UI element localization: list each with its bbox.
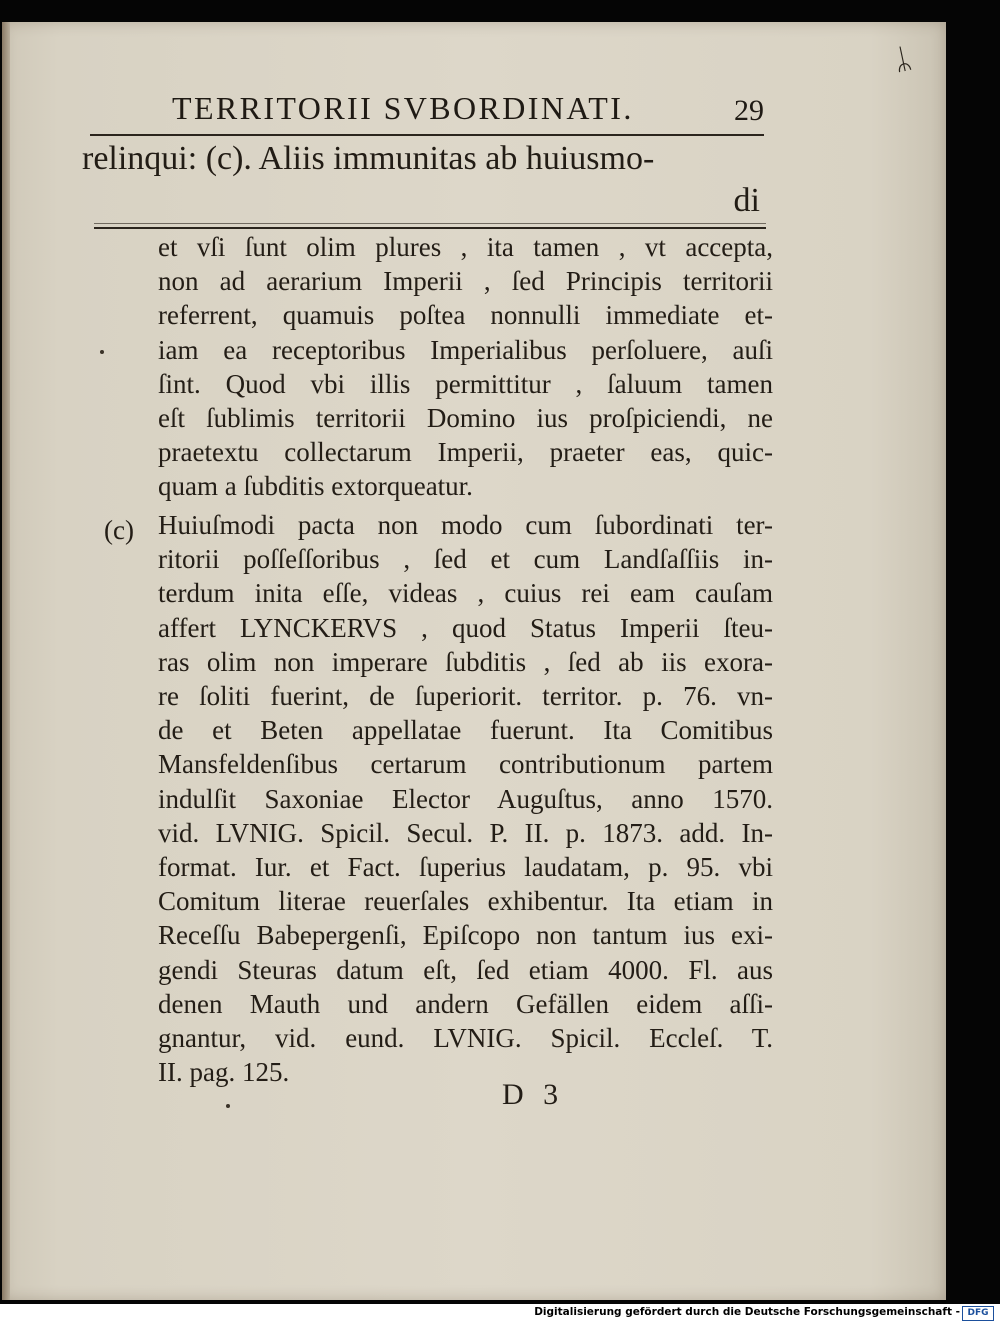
footnote-line: referrent, quamuis poſtea nonnulli immediate et-	[158, 300, 773, 331]
footnote-line: non ad aerarium Imperii , ſed Principis territorii	[158, 266, 773, 297]
footnote-b	[158, 230, 773, 504]
signature-mark: D 3	[502, 1078, 565, 1111]
footnote-line: terdum inita eſſe, videas , cuius rei eam cauſam	[158, 578, 773, 609]
footnote-line: gendi Steuras datum eſt, ſed etiam 4000. Fl. aus	[158, 954, 773, 985]
footnote-separator-rule-thin	[94, 223, 766, 224]
footnote-line: ritorii poſſeſſoribus , ſed et cum Landſaſſiis in-	[158, 544, 773, 575]
footnote-line: et vſi ſunt olim plures , ita tamen , vt accepta,	[158, 232, 773, 262]
footnote-marker: (c)	[104, 515, 134, 545]
footer-bar	[0, 1304, 1000, 1322]
footnote-line: ras olim non imperare ſubditis , ſed ab iis exora-	[158, 646, 773, 677]
footnote-line: praetextu collectarum Imperii, praeter eas, quic-	[158, 437, 773, 468]
main-text-line-1: relinqui: (c). Aliis immunitas ab huiusmo-	[82, 140, 655, 177]
margin-dot	[100, 350, 104, 354]
footnote-line: de et Beten appellatae fuerunt. Ita Comitibus	[158, 715, 773, 746]
footnote-line: eſt ſublimis territorii Domino ius proſpiciendi, ne	[158, 403, 773, 434]
margin-dot	[226, 1104, 230, 1108]
footnote-line: II. pag. 125.	[158, 1057, 290, 1088]
page-edge	[2, 22, 10, 1300]
footnote-line: ſint. Quod vbi illis permittitur , ſaluum tamen	[158, 368, 773, 399]
footnote-line: denen Mauth und andern Gefällen eidem aſſi-	[158, 988, 773, 1019]
footnote-line: Comitum literae reuerſales exhibentur. Ita etiam in	[158, 886, 773, 917]
page-number: 29	[734, 94, 764, 127]
ink-mark: ᛦ	[890, 40, 915, 77]
footnote-line: vid. LVNIG. Spicil. Secul. P. II. p. 1873. add. In-	[158, 817, 773, 848]
dfg-logo: DFG	[962, 1306, 994, 1321]
footnote-line: format. Iur. et Fact. ſuperius laudatam, p. 95. vbi	[158, 852, 773, 883]
footnote-c	[158, 508, 773, 1089]
footnote-line: quam a ſubditis extorqueatur.	[158, 471, 473, 502]
footnote-line: affert LYNCKERVS , quod Status Imperii ſteu-	[158, 612, 773, 643]
footnote-line: Mansfeldenſibus certarum contributionum partem	[158, 749, 773, 780]
main-text	[82, 138, 772, 222]
header-rule	[90, 134, 764, 136]
footer-credit: Digitalisierung gefördert durch die Deutsche Forschungsgemeinschaft -	[534, 1306, 960, 1318]
footnote-line: Receſſu Babepergenſi, Epiſcopo non tantum ius exi-	[158, 920, 773, 951]
footnote-line: indulſit Saxoniae Elector Auguſtus, anno 1570.	[158, 783, 773, 814]
running-title: TERRITORII SVBORDINATI.	[172, 90, 634, 126]
page-header	[172, 90, 772, 136]
footnote-line: iam ea receptoribus Imperialibus perſoluere, auſi	[158, 334, 773, 365]
main-text-line-2: di	[733, 182, 760, 219]
footnote-line: gnantur, vid. eund. LVNIG. Spicil. Eccleſ. T.	[158, 1023, 773, 1054]
footnote-line: Huiuſmodi pacta non modo cum ſubordinati ter-	[158, 510, 773, 540]
footnote-line: re ſoliti fuerint, de ſuperiorit. territor. p. 76. vn-	[158, 681, 773, 712]
footnote-separator-rule	[94, 227, 766, 229]
